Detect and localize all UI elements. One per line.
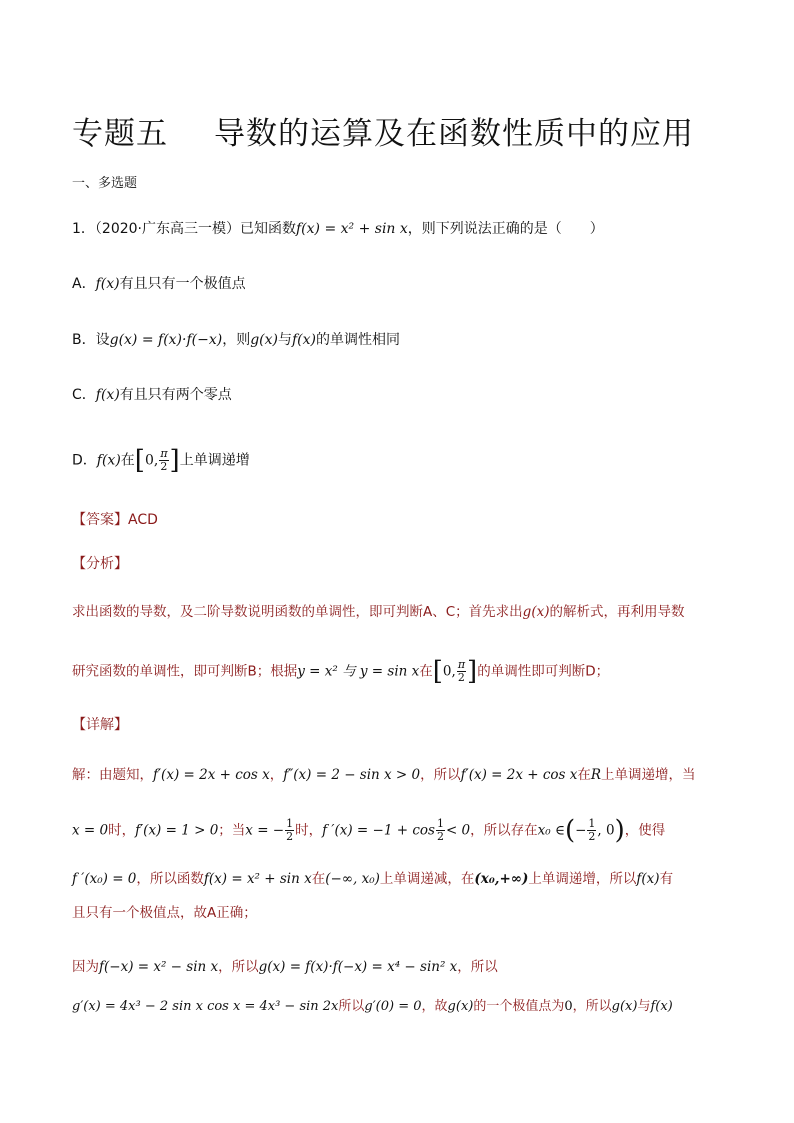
- question-stem: 1．（2020·广东高三一模）已知函数f(x) = x² + sin x，则下列说法正确的是（ ）: [72, 221, 604, 237]
- detail-label: 【详解】: [72, 717, 128, 733]
- detail-line-4: 且只有一个极值点，故A正确；: [72, 905, 257, 921]
- page-title: [72, 108, 694, 153]
- title-part1: 专题五: [72, 116, 168, 152]
- answer-line: 【答案】ACD: [72, 512, 158, 528]
- analysis-label: 【分析】: [72, 556, 128, 572]
- option-b: B．设g(x) = f(x)·f(−x)，则g(x)与f(x)的单调性相同: [72, 332, 401, 348]
- answer-value: ACD: [128, 512, 158, 528]
- section-heading: 一、多选题: [72, 176, 138, 191]
- pi-over-two-fraction: $\frac{\pi}{2}$: [160, 447, 168, 473]
- detail-line-2: x = 0时，f′(x) = 1 > 0；当x = − $\frac{1}{2}$ 时，f ′(x) = −1 + cos $\frac{1}{2}$ < 0，所以存在x₀ ∈(− $\frac{1}{2}$ , 0)，使得: [72, 815, 666, 846]
- title-part2: 导数的运算及在函数性质中的应用: [214, 116, 694, 152]
- option-d: D．f(x)在[0, $\frac{\pi}{2}$ ]上单调递增: [72, 445, 250, 476]
- option-a: A．f(x)有且只有一个极值点: [72, 276, 246, 292]
- detail-line-1: 解：由题知，f′(x) = 2x + cos x，f″(x) = 2 − sin x > 0，所以f′(x) = 2x + cos x在R上单调递增，当: [72, 767, 696, 783]
- detail-line-6: g′(x) = 4x³ − 2 sin x cos x = 4x³ − sin 2x所以g′(0) = 0，故g(x)的一个极值点为0，所以g(x)与f(x): [72, 999, 673, 1014]
- option-c: C．f(x)有且只有两个零点: [72, 387, 232, 403]
- detail-line-5: 因为f(−x) = x² − sin x，所以g(x) = f(x)·f(−x) = x⁴ − sin² x，所以: [72, 959, 498, 975]
- detail-line-3: f ′(x₀) = 0，所以函数f(x) = x² + sin x在(−∞, x₀)上单调递减，在(x₀,+∞)上单调递增，所以f(x)有: [72, 871, 674, 887]
- analysis-line-2: 研究函数的单调性，即可判断B；根据y = x² 与 y = sin x在[0, $\frac{\pi}{2}$ ]的单调性即可判断D；: [72, 656, 610, 687]
- analysis-line-1: 求出函数的导数，及二阶导数说明函数的单调性，即可判断A、C；首先求出g(x)的解析式，再利用导数: [72, 604, 685, 620]
